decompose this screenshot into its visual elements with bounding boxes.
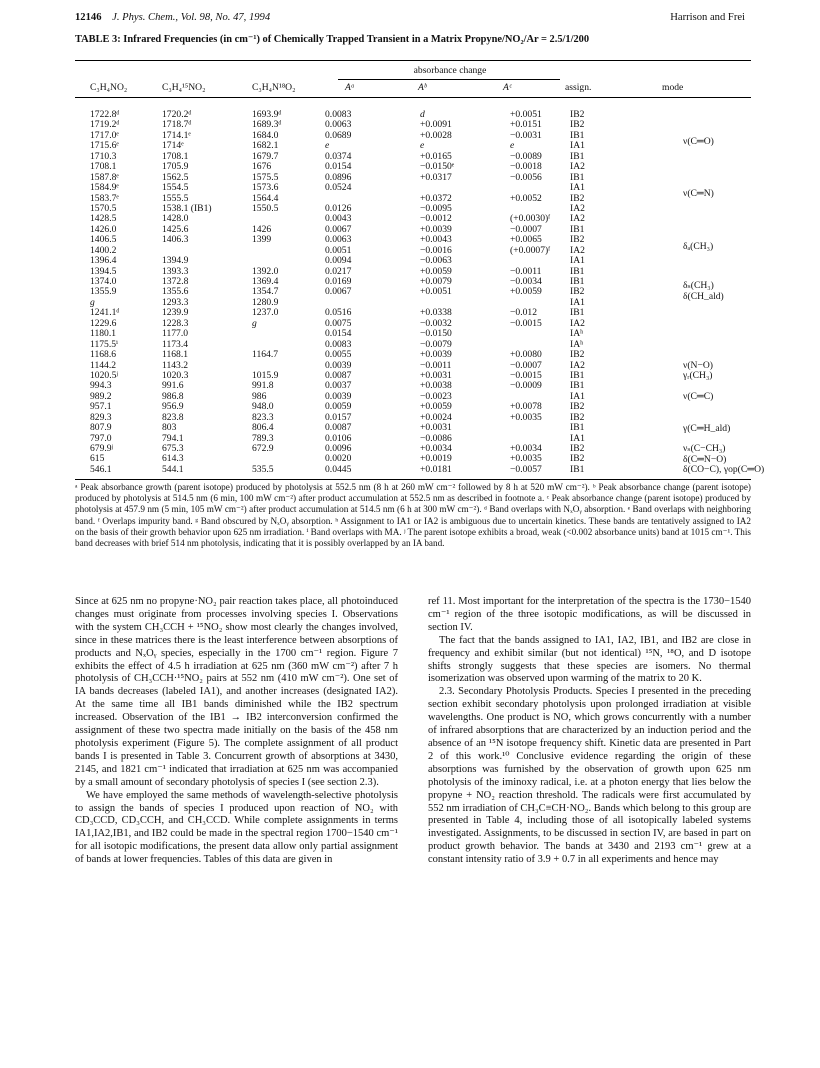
table-cell: −0.0089 [510, 150, 542, 162]
table-cell: 0.0445 [325, 463, 352, 475]
table-cell: 991.6 [162, 380, 184, 392]
table-cell: +0.0039 [420, 349, 452, 361]
table-cell: 0.0087 [325, 369, 352, 381]
table-cell: +0.0028 [420, 129, 452, 141]
table-cell: 1538.1 (IB1) [162, 202, 212, 214]
table-cell: 1714ᵉ [162, 140, 184, 152]
table-cell: IB1 [570, 307, 585, 319]
table-cell: IB1 [570, 223, 585, 235]
table-cell: −0.0016 [420, 244, 452, 256]
table-cell: 1710.3 [90, 150, 117, 162]
table-cell: 0.0169 [325, 276, 352, 287]
table-cell: 0.0157 [325, 411, 352, 423]
column-header: C₃H₄N¹⁸O₂ [252, 82, 296, 93]
table-caption: TABLE 3: Infrared Frequencies (in cm⁻¹) of Chemically Trapped Transient in a Matrix Propyne/NO₂/Ar = 2.5/1/200 [75, 34, 590, 45]
table-cell: 0.0063 [325, 234, 352, 246]
table-cell: 803 [162, 422, 177, 434]
table-cell: 1228.3 [162, 317, 189, 329]
table-cell: 1369.4 [252, 276, 279, 287]
table-footnotes: ᵃ Peak absorbance growth (parent isotope) produced by photolysis at 552.5 nm (8 h at 260 mW cm⁻² followed by 8 h at 520 mW cm⁻²). ᵇ Peak absorbance change (parent isotope) produced by photolysis at 514.5 nm (6 min, 100 mW cm⁻²) after product accumulation at 552.5 nm as described in footnote a. ᶜ Peak absorbance change (parent isotope) produced by photolysis at 457.9 nm (5 min, 105 mW cm⁻²) after product accumulation at 514.5 nm (6 h at 300 mW cm⁻²). ᵈ Band overlaps with NₓOᵧ absorption. ᵉ Band overlaps with neighboring band. ᶠ Overlaps impurity band. ᵍ Band obscured by NₓOᵧ absorption. ʰ Assignment to IA1 or IA2 is ambiguous due to uncertain kinetics. These bands are tentatively assigned to IA2 on the basis of their growth behavior upon 625 nm irradiation. ⁱ Band overlaps with MA. ʲ The parent isotope exhibits a broad, weak (<0.002 absorbance units) band at 1015 cm⁻¹. This band decreases with brief 514 nm photolysis, indicating that it is possibly overlapped by an IA band. [75, 482, 751, 549]
table-cell: +0.0034 [510, 443, 542, 454]
table-cell: (+0.0030)ᶠ [510, 213, 551, 225]
body-paragraph: Since at 625 nm no propyne·NO₂ pair reaction takes place, all photoinduced changes must originate from processes involving species I. Observations with the system CH₃CCH + ¹⁵NO₂ show most clearly the changes involved, since in these matrices there is the least interference between absorptions of products and NₓOᵧ species, especially in the 1700 cm⁻¹ region. Figure 7 exhibits the effect of 4.5 h irradiation at 625 nm (360 mW cm⁻²) after 7 h photolysis of CH₃CCH·¹⁵NO₂ pairs at 552 nm (410 mW cm⁻²). One set of IA bands decreases (labeled IA1), and another increases (designated IA2). At the same time all IB1 bands diminished while the IB2 spectrum increased. Observation of the IB1 → IB2 interconversion confirmed the assignment of these two spectra made initially on the basis of the 458 nm photolysis experiment (Figure 5). The complete assignment of all product bands I is presented in Table 3. Concurrent growth of absorptions at 3430, 2145, and 1821 cm⁻¹ indicated that irradiation at 625 nm was accompanied by a small amount of secondary photolysis of species I (see section 2.3). [75, 596, 398, 788]
table-cell: IB2 [570, 119, 585, 131]
table-cell: 1394.5 [90, 265, 117, 277]
table-cell: +0.0024 [420, 411, 452, 423]
table-cell: 1573.6 [252, 182, 279, 194]
table-cell: 0.0055 [325, 349, 352, 361]
table-cell: 989.2 [90, 390, 112, 402]
table-cell: e [325, 140, 330, 152]
table-cell: 1393.3 [162, 265, 189, 277]
table-cell: −0.0007 [510, 359, 542, 371]
table-cell: IA1 [570, 296, 585, 308]
table-cell: IA2 [570, 244, 585, 256]
table-cell: 986 [252, 390, 267, 402]
table-cell: 1693.9ᵈ [252, 109, 282, 120]
table-cell: IB2 [570, 401, 585, 413]
table-cell: 1676 [252, 161, 272, 173]
table-cell: IA2 [570, 202, 585, 214]
table-cell: +0.0079 [420, 276, 452, 287]
table-cell: 807.9 [90, 422, 112, 434]
table-cell: −0.0150ᵉ [420, 161, 455, 173]
table-cell: +0.0019 [420, 453, 452, 465]
table-cell: +0.0151 [510, 119, 542, 131]
table-cell: 0.0059 [325, 401, 352, 413]
table-cell: 1239.9 [162, 307, 189, 319]
body-paragraph: The fact that the bands assigned to IA1, IA2, IB1, and IB2 are close in frequency and exhibit similar (but not identical) ¹⁵N, ¹⁸O, and D isotope shifts strongly suggests that these species are isomers. No thermal isomerization was observed upon warming of the matrix to 20 K. [428, 634, 751, 685]
table-cell: 1428.5 [90, 213, 117, 225]
table-cell: 1229.6 [90, 317, 117, 329]
table-cell: 675.3 [162, 443, 184, 454]
table-cell: +0.0031 [420, 422, 452, 434]
table-row [75, 350, 755, 360]
column-header: Aᵃ [345, 82, 355, 93]
table-cell: 991.8 [252, 380, 274, 392]
table-cell: −0.0079 [420, 338, 452, 350]
table-cell: 1715.6ᵉ [90, 140, 119, 152]
vibrational-mode-label: ν(N−O) [683, 359, 713, 371]
table-cell: −0.0012 [420, 213, 452, 225]
column-header: C₃H₄¹⁵NO₂ [162, 82, 206, 93]
table-cell: 1426 [252, 223, 272, 235]
table-cell: 1720.2ᵈ [162, 109, 192, 120]
table-cell: +0.0059 [420, 401, 452, 413]
table-cell: 1719.2ᵈ [90, 119, 120, 131]
table-cell: g [90, 296, 95, 308]
table-cell: −0.0011 [510, 265, 542, 277]
left-text-column [75, 596, 398, 867]
table-cell: 0.0043 [325, 213, 352, 225]
table-cell: IAʰ [570, 328, 584, 340]
body-paragraph: ref 11. Most important for the interpretation of the spectra is the 1730−1540 cm⁻¹ region of the three isotopic modifications, as will be discussed in section IV. [428, 596, 751, 633]
table-cell: 546.1 [90, 463, 112, 475]
table-cell: 0.0217 [325, 265, 352, 277]
running-header [75, 12, 745, 23]
table-cell: 1144.2 [90, 359, 117, 371]
table-bottom-rule [75, 479, 751, 480]
table-cell: 0.0096 [325, 443, 352, 454]
page-number: 12146 [75, 12, 102, 23]
table-cell: IAʰ [570, 338, 584, 350]
column-header: C₃H₄NO₂ [90, 82, 128, 93]
table-cell: 1575.5 [252, 171, 279, 183]
table-cell: −0.0057 [510, 463, 542, 475]
table-cell: 0.0524 [325, 182, 352, 194]
table-cell: 0.0154 [325, 161, 352, 173]
table-cell: +0.0039 [420, 223, 452, 235]
table-cell: 1428.0 [162, 213, 189, 225]
table-cell: +0.0181 [420, 463, 452, 475]
table-cell: 1679.7 [252, 150, 279, 162]
table-row [75, 256, 755, 266]
table-cell: 986.8 [162, 390, 184, 402]
table-cell: 1143.2 [162, 359, 189, 371]
table-cell: 1372.8 [162, 276, 189, 287]
table-cell: 0.0020 [325, 453, 352, 465]
table-cell: 1550.5 [252, 202, 279, 214]
table-cell: 1400.2 [90, 244, 117, 256]
table-cell: 1354.7 [252, 286, 279, 298]
table-cell: −0.012 [510, 307, 537, 319]
table-cell: +0.0078 [510, 401, 542, 413]
table-cell: −0.0023 [420, 390, 452, 402]
absorbance-change-group-header: absorbance change [413, 65, 487, 76]
table-cell: 0.0516 [325, 307, 352, 319]
table-cell: +0.0052 [510, 192, 542, 204]
table-cell: 1293.3 [162, 296, 189, 308]
table-cell: +0.0031 [420, 369, 452, 381]
column-header: Aᶜ [503, 82, 512, 93]
table-cell: IA1 [570, 182, 585, 194]
table-cell: 1355.9 [90, 286, 117, 298]
table-cell: +0.0059 [510, 286, 542, 298]
table-cell: 0.0083 [325, 338, 352, 350]
table-cell: 1722.8ᵈ [90, 109, 120, 120]
table-cell: −0.0031 [510, 129, 542, 141]
table-cell: IB2 [570, 286, 585, 298]
data-table [75, 109, 765, 476]
vibrational-mode-label: δₐ(CH₃) [683, 240, 714, 252]
table-cell: IB2 [570, 411, 585, 423]
table-cell: 0.0087 [325, 422, 352, 434]
table-cell: 1241.1ᵈ [90, 307, 120, 319]
table-cell: 672.9 [252, 443, 274, 454]
table-row [75, 465, 755, 475]
table-cell: 1406.5 [90, 234, 117, 246]
table-cell: 535.5 [252, 463, 274, 475]
table-cell: +0.0317 [420, 171, 452, 183]
table-cell: 0.0039 [325, 390, 352, 402]
table-cell: 0.0126 [325, 202, 352, 214]
table-cell: 0.0374 [325, 150, 352, 162]
table-cell: 1717.0ᵉ [90, 129, 119, 141]
table-cell: −0.0011 [420, 359, 452, 371]
table-cell: e [510, 140, 515, 152]
table-cell: IB1 [570, 463, 585, 475]
vibrational-mode-label: δ(CO−C), γop(C═O) [683, 464, 765, 476]
table-cell: 1237.0 [252, 307, 279, 319]
table-cell: 794.1 [162, 432, 184, 444]
body-paragraph: 2.3. Secondary Photolysis Products. Species I presented in the preceding section exhibit secondary photolysis upon prolonged irradiation at visible wavelengths. One product is NO, which grows concurrently with a number of infrared absorptions that are characterized by an induction period and the absence of an ¹⁵N isotope frequency shift. Kinetic data are presented in Part 2 of this work.¹⁰ Conclusive evidence regarding the origin of these absorptions was furnished by the observation of growth upon 625 nm photolysis of the iminoxy radical, i.e. at a photon energy that lies below the propyne + NO₂ reaction threshold. The radicals were first accumulated by 552 nm irradiation of CH₃C≡CH·NO₂. Bands which belong to this group are presented in Table 4, including those of all isotopically labeled systems investigated. Assignments, to be discussed in section IV, are based in part on product growth behavior. The bands at 3430 and 2193 cm⁻¹ grew at a constant intensity ratio of 3.9 + 0.7 in all experiments and hence may [428, 686, 751, 866]
table-cell: 1718.7ᵈ [162, 119, 192, 131]
table-cell: +0.0038 [420, 380, 452, 392]
table-cell: −0.0086 [420, 432, 452, 444]
table-cell: 1554.5 [162, 182, 189, 194]
table-cell: 1020.5ʲ [90, 369, 118, 381]
table-cell: 957.1 [90, 401, 112, 413]
table-cell: IA1 [570, 390, 585, 402]
table-cell: IB1 [570, 276, 585, 287]
table-cell: 1173.4 [162, 338, 189, 350]
column-header: Aᵇ [418, 82, 427, 93]
table-cell: +0.0051 [420, 286, 452, 298]
table-cell: IB1 [570, 422, 585, 434]
table-cell: 1020.3 [162, 369, 189, 381]
table-cell: 0.0037 [325, 380, 352, 392]
vibrational-mode-label: γ(C═H_ald) [683, 422, 731, 434]
table-cell: 0.0083 [325, 109, 352, 120]
table-cell: 1355.6 [162, 286, 189, 298]
table-cell: IB1 [570, 380, 585, 392]
table-cell: 829.3 [90, 411, 112, 423]
table-cell: +0.0338 [420, 307, 452, 319]
table-row [75, 423, 755, 433]
table-cell: 994.3 [90, 380, 112, 392]
absorbance-group-rule [338, 79, 560, 80]
table-cell: IB1 [570, 171, 585, 183]
table-row [75, 235, 755, 245]
table-cell: 0.0051 [325, 244, 352, 256]
table-cell: 1425.6 [162, 223, 189, 235]
table-cell: IA2 [570, 213, 585, 225]
table-cell: g [252, 317, 257, 329]
table-cell: −0.0034 [510, 276, 542, 287]
table-cell: 1374.0 [90, 276, 117, 287]
table-cell: 1399 [252, 234, 272, 246]
table-cell: 1584.9ᵉ [90, 182, 119, 194]
table-cell: 948.0 [252, 401, 274, 413]
table-cell: +0.0043 [420, 234, 452, 246]
table-cell: IA1 [570, 255, 585, 267]
table-cell: 789.3 [252, 432, 274, 444]
table-cell: IA2 [570, 317, 585, 329]
table-cell: IB2 [570, 349, 585, 361]
table-cell: 823.3 [252, 411, 274, 423]
right-text-column [428, 596, 751, 867]
table-cell: 1682.1 [252, 140, 279, 152]
table-cell: 806.4 [252, 422, 274, 434]
table-cell: 0.0154 [325, 328, 352, 340]
table-cell: 1280.9 [252, 296, 279, 308]
table-cell: (+0.0007)ᶠ [510, 244, 551, 256]
table-cell: −0.0095 [420, 202, 452, 214]
table-cell: −0.0063 [420, 255, 452, 267]
table-cell: 1164.7 [252, 349, 279, 361]
table-cell: 0.0075 [325, 317, 352, 329]
table-cell: −0.0009 [510, 380, 542, 392]
table-cell: 1714.1ᵉ [162, 129, 191, 141]
table-cell: IB2 [570, 234, 585, 246]
journal-citation: J. Phys. Chem., Vol. 98, No. 47, 1994 [112, 12, 271, 23]
table-cell: 1562.5 [162, 171, 189, 183]
table-cell: 0.0067 [325, 223, 352, 235]
table-cell: 0.0063 [325, 119, 352, 131]
table-cell: 614.3 [162, 453, 184, 465]
table-cell: 1392.0 [252, 265, 279, 277]
table-cell: 1564.4 [252, 192, 279, 204]
table-cell: −0.0007 [510, 223, 542, 235]
table-cell: +0.0034 [420, 443, 452, 454]
column-header: mode [662, 82, 684, 93]
vibrational-mode-label: ν(C═C) [683, 391, 714, 403]
table-cell: −0.0056 [510, 171, 542, 183]
table-cell: 797.0 [90, 432, 112, 444]
vibrational-mode-label: δ(C═N−O) [683, 453, 727, 465]
table-cell: 1708.1 [90, 161, 117, 173]
table-cell: +0.0051 [510, 109, 542, 120]
table-cell: −0.0032 [420, 317, 452, 329]
table-cell: +0.0065 [510, 234, 542, 246]
table-cell: +0.0080 [510, 349, 542, 361]
vibrational-mode-label: δₛ(CH₃) [683, 280, 714, 292]
table-cell: IB1 [570, 129, 585, 141]
table-cell: +0.0035 [510, 411, 542, 423]
table-cell: 1684.0 [252, 129, 279, 141]
vibrational-mode-label: δ(CH_ald) [683, 290, 724, 302]
vibrational-mode-label: ν(C═N) [683, 188, 714, 200]
table-cell: 0.0067 [325, 286, 352, 298]
table-cell: 1555.5 [162, 192, 189, 204]
table-cell: 1570.5 [90, 202, 117, 214]
table-cell: −0.0015 [510, 369, 542, 381]
table-cell: +0.0091 [420, 119, 452, 131]
table-cell: +0.0035 [510, 453, 542, 465]
column-header: assign. [565, 82, 592, 93]
table-cell: 1394.9 [162, 255, 189, 267]
author-names: Harrison and Frei [670, 12, 745, 23]
table-cell: 956.9 [162, 401, 184, 413]
table-cell: −0.0015 [510, 317, 542, 329]
table-cell: 1708.1 [162, 150, 189, 162]
table-cell: 544.1 [162, 463, 184, 475]
table-cell: −0.0018 [510, 161, 542, 173]
table-cell: 1689.3ᵈ [252, 119, 282, 131]
table-cell: 0.0689 [325, 129, 352, 141]
table-cell: 0.0896 [325, 171, 352, 183]
table-cell: +0.0372 [420, 192, 452, 204]
table-cell: 1705.9 [162, 161, 189, 173]
table-cell: 0.0106 [325, 432, 352, 444]
table-cell: IB1 [570, 150, 585, 162]
body-paragraph: We have employed the same methods of wavelength-selective photolysis to assign the bands of species I produced upon reaction of NO₂ with CD₃CCD, CD₃CCH, and CH₃CCD. While complete assignments in terms IA1,IA2,IB1, and IB2 could be made in the spectral region 1700−1540 cm⁻¹ for all isotopic modifications, the present data allow only partial assignment of bands at lower frequencies. Tables of this data are given in [75, 789, 398, 866]
table-cell: IA1 [570, 140, 585, 152]
table-cell: 1177.0 [162, 328, 189, 340]
table-cell: IB1 [570, 265, 585, 277]
table-cell: 1015.9 [252, 369, 279, 381]
table-cell: −0.0150 [420, 328, 452, 340]
table-cell: d [420, 109, 425, 120]
vibrational-mode-label: ν(C═O) [683, 136, 714, 148]
table-cell: IA1 [570, 432, 585, 444]
table-top-rule [75, 60, 751, 61]
vibrational-mode-label: γᵣ(CH₃) [683, 370, 713, 382]
table-cell: +0.0165 [420, 150, 452, 162]
header-bottom-rule [75, 97, 751, 98]
table-cell: 1587.8ᵉ [90, 171, 119, 183]
table-cell: 1168.6 [90, 349, 117, 361]
table-cell: IA2 [570, 161, 585, 173]
table-cell: 679.9ʲ [90, 443, 114, 454]
table-cell: 1180.1 [90, 328, 117, 340]
table-cell: e [420, 140, 425, 152]
table-cell: IB1 [570, 369, 585, 381]
table-row [75, 413, 755, 423]
table-cell: 0.0094 [325, 255, 352, 267]
table-cell: +0.0059 [420, 265, 452, 277]
table-cell: IB2 [570, 453, 585, 465]
table-cell: IB2 [570, 109, 585, 120]
table-cell: IB2 [570, 443, 585, 454]
table-cell: 1583.7ᵉ [90, 192, 119, 204]
vibrational-mode-label: νₛ(C−CH₃) [683, 443, 726, 455]
table-cell: 615 [90, 453, 105, 465]
table-cell: IB2 [570, 192, 585, 204]
table-cell: 0.0039 [325, 359, 352, 371]
table-cell: 823.8 [162, 411, 184, 423]
table-cell: 1168.1 [162, 349, 189, 361]
table-cell: 1175.5ⁱ [90, 338, 118, 350]
table-cell: 1426.0 [90, 223, 117, 235]
table-row [75, 183, 755, 193]
table-cell: 1406.3 [162, 234, 189, 246]
table-cell: IA2 [570, 359, 585, 371]
table-cell: 1396.4 [90, 255, 117, 267]
